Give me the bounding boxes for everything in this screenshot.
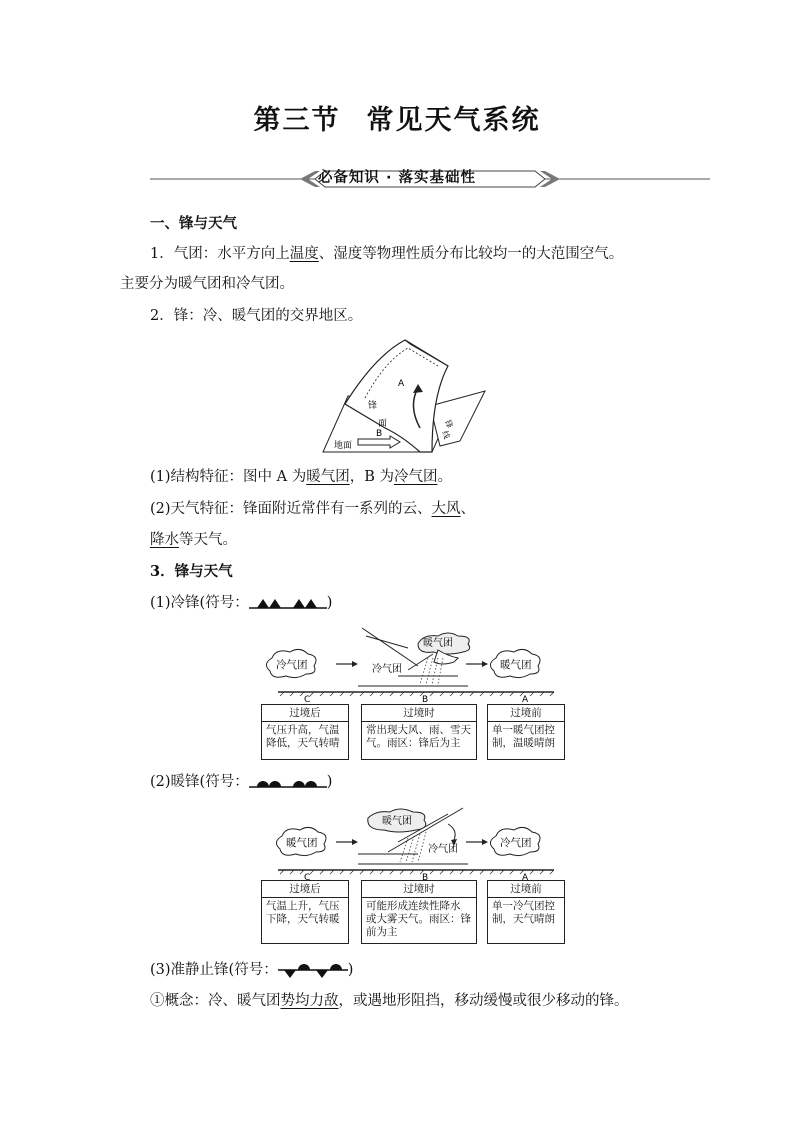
- box-body: [262, 722, 348, 752]
- box-line: 气温上升，气压: [266, 900, 340, 912]
- box-header: 过境时: [362, 881, 476, 898]
- cold-front-diagram: [258, 626, 558, 702]
- box-line: 制，温暖晴朗: [492, 737, 555, 749]
- box-line: 或大雾天气。雨区：锋: [366, 913, 471, 925]
- stationary-front-heading: [150, 960, 353, 980]
- text: 、湿度等物理性质分布比较均一的大范围空气。: [318, 246, 624, 262]
- title-section-number: 第三节: [253, 105, 341, 136]
- para-air-mass: [150, 244, 623, 264]
- warm-top-mass-label: 暖气团: [382, 816, 412, 827]
- box-line: 降低，天气转晴: [266, 737, 340, 749]
- page-title: [0, 98, 794, 137]
- front-structure-diagram: [320, 336, 486, 456]
- frontline-label-1: 锋: [443, 418, 455, 430]
- text: 等天气。: [179, 532, 237, 548]
- text: ①概念：冷、暖气团: [150, 993, 281, 1009]
- label-a: A: [398, 379, 405, 389]
- text: (2)天气特征：锋面附近常伴有一系列的云、: [150, 501, 432, 517]
- warm-low-mass-label: 冷气团: [428, 844, 458, 855]
- box-line: 下降，天气转暖: [266, 913, 340, 925]
- cold-box-during: [361, 704, 477, 760]
- text: 、: [460, 501, 476, 517]
- box-body: [488, 722, 564, 752]
- title-text: 常见天气系统: [366, 105, 541, 136]
- label-b: B: [376, 429, 383, 439]
- cold-pos-b: B: [422, 695, 429, 702]
- text: ，B 为: [349, 469, 394, 485]
- cold-box-before: [487, 704, 565, 760]
- text: 。: [437, 469, 452, 485]
- front-label-2: 面: [378, 419, 388, 429]
- cold-front-symbol-icon: [249, 596, 327, 610]
- cold-left-cloud-label: 冷气团: [276, 659, 308, 671]
- underlined-answer: 大风: [431, 501, 461, 517]
- box-line: 气压升高，气温: [266, 724, 340, 736]
- cold-pos-c: C: [304, 695, 311, 702]
- text: ): [347, 962, 354, 978]
- warm-pos-a: A: [522, 873, 529, 880]
- front-label-1: 锋: [368, 401, 378, 411]
- text: ): [326, 774, 333, 790]
- section-banner: 必备知识 · 落实基础性: [317, 170, 477, 186]
- cold-top-mass-label: 暖气团: [423, 638, 453, 649]
- box-header: 过境时: [362, 705, 476, 722]
- para-front: 2．锋：冷、暖气团的交界地区。: [150, 308, 363, 324]
- warm-front-diagram: [258, 804, 558, 880]
- frontline-label-2: 线: [440, 429, 452, 441]
- cold-front-heading: [150, 593, 332, 613]
- para-structure: [150, 467, 452, 487]
- cold-right-cloud-label: 暖气团: [500, 659, 532, 671]
- ground-label: 地面: [334, 441, 353, 451]
- box-line: 单一暖气团控: [492, 724, 555, 736]
- box-header: 过境后: [262, 881, 348, 898]
- warm-box-after: [261, 880, 349, 944]
- box-line: 前为主: [366, 926, 398, 938]
- underlined-answer: 冷气团: [394, 469, 438, 485]
- warm-front-heading: [150, 772, 332, 792]
- stationary-front-symbol-icon: [278, 961, 348, 979]
- text: (1)冷锋(符号：: [150, 595, 249, 611]
- box-line: 常出现大风、雨、雪天: [366, 724, 471, 736]
- box-line: 气。雨区：锋后为主: [366, 737, 461, 749]
- underlined-answer: 温度: [289, 246, 319, 262]
- para-weather-line2: [150, 530, 237, 550]
- text: (3)准静止锋(符号：: [150, 962, 278, 978]
- box-body: [362, 898, 476, 941]
- para-weather: [150, 499, 475, 519]
- box-line: 可能形成连续性降水: [366, 900, 461, 912]
- warm-right-cloud-label: 冷气团: [500, 837, 532, 849]
- warm-pos-c: C: [304, 873, 311, 880]
- cold-box-after: [261, 704, 349, 760]
- box-body: [262, 898, 348, 928]
- para-air-mass-line2: 主要分为暖气团和冷气团。: [120, 276, 294, 292]
- underlined-answer: 势均力敌: [280, 993, 339, 1009]
- text: ): [326, 595, 333, 611]
- underlined-answer: 降水: [150, 532, 179, 548]
- warm-box-during: [361, 880, 477, 944]
- text: (1)结构特征：图中 A 为: [150, 469, 307, 485]
- text: 1．气团：水平方向上: [150, 246, 290, 262]
- warm-front-symbol-icon: [249, 775, 327, 789]
- box-line: 单一冷气团控: [492, 900, 555, 912]
- heading-fronts-weather: 3．锋与天气: [150, 563, 233, 580]
- cold-low-mass-label: 冷气团: [372, 664, 402, 675]
- box-header: 过境前: [488, 705, 564, 722]
- heading-front-weather: 一、锋与天气: [150, 215, 237, 232]
- text: ，或遇地形阻挡，移动缓慢或很少移动的锋。: [338, 993, 629, 1009]
- box-header: 过境前: [488, 881, 564, 898]
- warm-box-before: [487, 880, 565, 944]
- box-line: 制，天气晴朗: [492, 913, 555, 925]
- warm-left-cloud-label: 暖气团: [286, 837, 318, 849]
- cold-pos-a: A: [522, 695, 529, 702]
- warm-pos-b: B: [422, 873, 429, 880]
- box-body: [362, 722, 476, 752]
- box-body: [488, 898, 564, 928]
- underlined-answer: 暖气团: [306, 469, 350, 485]
- para-stationary-concept: [150, 991, 629, 1011]
- box-header: 过境后: [262, 705, 348, 722]
- text: (2)暖锋(符号：: [150, 774, 249, 790]
